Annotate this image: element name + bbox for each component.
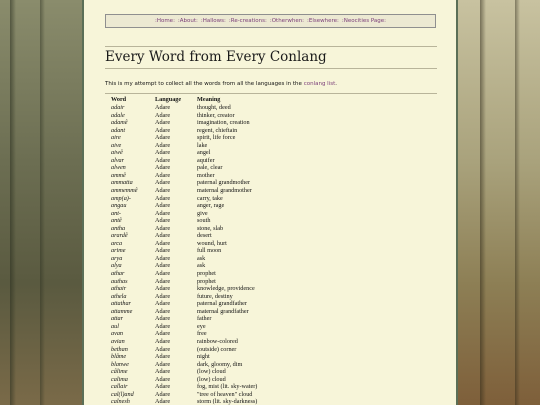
language-cell: Adare bbox=[155, 262, 171, 270]
meaning-cell: angel bbox=[197, 149, 211, 157]
meaning-cell: maternal grandfather bbox=[197, 307, 249, 315]
table-row bbox=[111, 119, 317, 127]
word-cell: adant bbox=[111, 126, 126, 134]
language-cell: Adare bbox=[155, 179, 171, 187]
meaning-cell: ask bbox=[197, 254, 206, 262]
word-cell: alya bbox=[111, 262, 122, 270]
table-row bbox=[111, 391, 317, 399]
language-cell: Adare bbox=[155, 353, 171, 361]
meaning-cell: spirit, life force bbox=[197, 134, 236, 142]
language-cell: Adare bbox=[155, 345, 171, 353]
table-row bbox=[111, 346, 317, 354]
word-cell: alvar bbox=[111, 156, 125, 164]
word-cell: aire bbox=[111, 134, 121, 142]
word-cell: blâme bbox=[111, 353, 127, 361]
table-row bbox=[111, 330, 317, 338]
table-row bbox=[111, 240, 317, 248]
table-row bbox=[111, 210, 317, 218]
language-cell: Adare bbox=[155, 134, 171, 142]
column-header-language: Language bbox=[155, 96, 182, 103]
language-cell: Adare bbox=[155, 171, 171, 179]
meaning-cell: desert bbox=[197, 232, 212, 240]
meaning-cell: dark, gloomy, dim bbox=[197, 360, 243, 368]
language-cell: Adare bbox=[155, 254, 171, 262]
table-row bbox=[111, 315, 317, 323]
word-cell: avian bbox=[111, 337, 125, 345]
meaning-cell: anger, rage bbox=[197, 202, 225, 210]
language-cell: Adare bbox=[155, 119, 171, 127]
language-cell: Adare bbox=[155, 232, 171, 240]
table-row bbox=[111, 293, 317, 301]
meaning-cell: father bbox=[197, 315, 212, 323]
table-row bbox=[111, 398, 317, 405]
word-cell: aive bbox=[111, 141, 122, 149]
word-cell: arardê bbox=[111, 232, 128, 240]
table-row bbox=[111, 368, 317, 376]
table-row bbox=[111, 164, 317, 172]
nav-link-about[interactable]: :About: bbox=[177, 18, 198, 24]
language-cell: Adare bbox=[155, 194, 171, 202]
word-cell: arime bbox=[111, 247, 126, 255]
word-cell: attamme bbox=[111, 307, 133, 315]
language-cell: Adare bbox=[155, 398, 171, 405]
language-cell: Adare bbox=[155, 149, 171, 157]
language-cell: Adare bbox=[155, 292, 171, 300]
meaning-cell: regent, chieftain bbox=[197, 126, 238, 134]
word-cell: antha bbox=[111, 224, 126, 232]
table-row bbox=[111, 202, 317, 210]
word-cell: blanwe bbox=[111, 360, 129, 368]
column-header-word: Word bbox=[111, 96, 127, 103]
meaning-cell: thinker, creator bbox=[197, 111, 235, 119]
nav-link-otherwhen[interactable]: :Otherwhen: bbox=[269, 18, 305, 24]
meaning-cell: maternal grandmother bbox=[197, 187, 252, 195]
language-cell: Adare bbox=[155, 247, 171, 255]
content-page bbox=[82, 0, 458, 405]
language-cell: Adare bbox=[155, 337, 171, 345]
language-cell: Adare bbox=[155, 217, 171, 225]
table-row bbox=[111, 225, 317, 233]
table-row bbox=[111, 142, 317, 150]
table-row bbox=[111, 232, 317, 240]
meaning-cell: imagination, creation bbox=[197, 119, 250, 127]
word-table-body bbox=[111, 104, 317, 405]
table-row bbox=[111, 270, 317, 278]
column-header-meaning: Meaning bbox=[197, 96, 221, 103]
meaning-cell: "tree of heaven" cloud bbox=[197, 390, 253, 398]
table-row bbox=[111, 179, 317, 187]
meaning-cell: aquifer bbox=[197, 156, 215, 164]
nav-link-re-creations[interactable]: :Re-creations: bbox=[228, 18, 267, 24]
meaning-cell: paternal grandmother bbox=[197, 179, 251, 187]
meaning-cell: (outside) corner bbox=[197, 345, 237, 353]
word-cell: aiwê bbox=[111, 149, 123, 157]
meaning-cell: wound, hurt bbox=[197, 239, 227, 247]
word-cell: adale bbox=[111, 111, 125, 119]
meaning-cell: night bbox=[197, 353, 210, 361]
meaning-cell: rainbow-colored bbox=[197, 337, 238, 345]
language-cell: Adare bbox=[155, 307, 171, 315]
word-cell: calnesh bbox=[111, 398, 130, 405]
table-row bbox=[111, 323, 317, 331]
table-row bbox=[111, 376, 317, 384]
table-row bbox=[111, 338, 317, 346]
word-cell: ant- bbox=[111, 209, 121, 217]
language-cell: Adare bbox=[155, 285, 171, 293]
meaning-cell: pale, clear bbox=[197, 164, 223, 172]
table-row bbox=[111, 134, 317, 142]
meaning-cell: fog, mist (lit. sky-water) bbox=[197, 383, 258, 391]
language-cell: Adare bbox=[155, 368, 171, 376]
table-row bbox=[111, 353, 317, 361]
nav-link-elsewhere[interactable]: :Elsewhere: bbox=[307, 18, 339, 24]
page-title: Every Word from Every Conlang bbox=[105, 49, 327, 65]
meaning-cell: lake bbox=[197, 141, 208, 149]
word-cell: aul bbox=[111, 322, 119, 330]
nav-link-neocities-page[interactable]: :Neocities Page: bbox=[341, 18, 387, 24]
table-row bbox=[111, 104, 317, 112]
meaning-cell: ask bbox=[197, 262, 206, 270]
table-row bbox=[111, 157, 317, 165]
meaning-cell: storm (lit. sky-darkness) bbox=[197, 398, 258, 405]
word-cell: attathar bbox=[111, 300, 131, 308]
language-cell: Adare bbox=[155, 141, 171, 149]
table-row bbox=[111, 149, 317, 157]
word-cell: avan bbox=[111, 330, 124, 338]
language-cell: Adare bbox=[155, 209, 171, 217]
intro-paragraph bbox=[105, 81, 337, 87]
word-cell: attar bbox=[111, 315, 124, 323]
language-cell: Adare bbox=[155, 375, 171, 383]
nav-link-home[interactable]: :Home: bbox=[154, 18, 175, 24]
word-cell: callair bbox=[111, 383, 128, 391]
table-row bbox=[111, 308, 317, 316]
language-cell: Adare bbox=[155, 360, 171, 368]
table-row bbox=[111, 300, 317, 308]
table-row bbox=[111, 361, 317, 369]
word-cell: amp(a)- bbox=[111, 194, 131, 202]
meaning-cell: knowledge, providence bbox=[197, 285, 255, 293]
meaning-cell: free bbox=[197, 330, 207, 338]
language-cell: Adare bbox=[155, 390, 171, 398]
word-cell: alwen bbox=[111, 164, 126, 172]
table-row bbox=[111, 262, 317, 270]
language-cell: Adare bbox=[155, 383, 171, 391]
language-cell: Adare bbox=[155, 202, 171, 210]
word-cell: adair bbox=[111, 104, 125, 111]
word-cell: ammemmê bbox=[111, 187, 138, 195]
table-row bbox=[111, 112, 317, 120]
word-cell: calima bbox=[111, 375, 128, 383]
language-cell: Adare bbox=[155, 104, 171, 111]
language-cell: Adare bbox=[155, 156, 171, 164]
meaning-cell: prophet bbox=[197, 277, 216, 285]
word-table bbox=[111, 96, 317, 405]
intro-divider bbox=[105, 93, 437, 94]
word-cell: athar bbox=[111, 270, 125, 278]
word-cell: authas bbox=[111, 277, 128, 285]
word-cell: antê bbox=[111, 217, 122, 225]
meaning-cell: south bbox=[197, 217, 211, 225]
language-cell: Adare bbox=[155, 277, 171, 285]
language-cell: Adare bbox=[155, 239, 171, 247]
table-row bbox=[111, 278, 317, 286]
title-bottom-divider bbox=[105, 68, 437, 69]
title-top-divider bbox=[105, 46, 437, 47]
forest-background-right bbox=[455, 0, 540, 405]
meaning-cell: mother bbox=[197, 171, 215, 179]
meaning-cell: paternal grandfather bbox=[197, 300, 247, 308]
table-row bbox=[111, 247, 317, 255]
word-cell: ammê bbox=[111, 171, 126, 179]
meaning-cell: carry, take bbox=[197, 194, 223, 202]
table-row bbox=[111, 195, 317, 203]
language-cell: Adare bbox=[155, 111, 171, 119]
meaning-cell: give bbox=[197, 209, 208, 217]
language-cell: Adare bbox=[155, 164, 171, 172]
word-cell: athair bbox=[111, 285, 127, 293]
meaning-cell: prophet bbox=[197, 270, 216, 278]
top-nav-bar bbox=[105, 14, 436, 28]
language-cell: Adare bbox=[155, 300, 171, 308]
intro-text: This is my attempt to collect all the words from all the languages in the bbox=[105, 81, 304, 87]
meaning-cell: full moon bbox=[197, 247, 222, 255]
forest-background-left bbox=[0, 0, 85, 405]
word-cell: arca bbox=[111, 239, 123, 247]
table-row bbox=[111, 127, 317, 135]
table-row bbox=[111, 255, 317, 263]
language-cell: Adare bbox=[155, 187, 171, 195]
word-cell: cal(l)and bbox=[111, 390, 134, 398]
language-cell: Adare bbox=[155, 330, 171, 338]
table-row bbox=[111, 217, 317, 225]
meaning-cell: (low) cloud bbox=[197, 375, 226, 383]
nav-link-hallows[interactable]: :Hallows: bbox=[200, 18, 226, 24]
word-cell: angau bbox=[111, 202, 127, 210]
meaning-cell: stone, slab bbox=[197, 224, 224, 232]
word-cell: câlime bbox=[111, 368, 128, 376]
word-cell: adamê bbox=[111, 119, 128, 127]
word-table-header-row bbox=[111, 96, 317, 104]
language-cell: Adare bbox=[155, 224, 171, 232]
conlang-list-link[interactable]: conlang list bbox=[303, 81, 336, 87]
word-cell: athela bbox=[111, 292, 127, 300]
word-cell: arya bbox=[111, 254, 123, 262]
meaning-cell: eye bbox=[197, 322, 206, 330]
language-cell: Adare bbox=[155, 315, 171, 323]
word-cell: bethan bbox=[111, 345, 128, 353]
meaning-cell: thought, deed bbox=[197, 104, 231, 111]
meaning-cell: future, destiny bbox=[197, 292, 233, 300]
table-row bbox=[111, 187, 317, 195]
meaning-cell: (low) cloud bbox=[197, 368, 226, 376]
word-cell: ammatta bbox=[111, 179, 133, 187]
language-cell: Adare bbox=[155, 270, 171, 278]
table-row bbox=[111, 285, 317, 293]
intro-text-end: . bbox=[335, 81, 338, 87]
language-cell: Adare bbox=[155, 322, 171, 330]
table-row bbox=[111, 383, 317, 391]
language-cell: Adare bbox=[155, 126, 171, 134]
table-row bbox=[111, 172, 317, 180]
